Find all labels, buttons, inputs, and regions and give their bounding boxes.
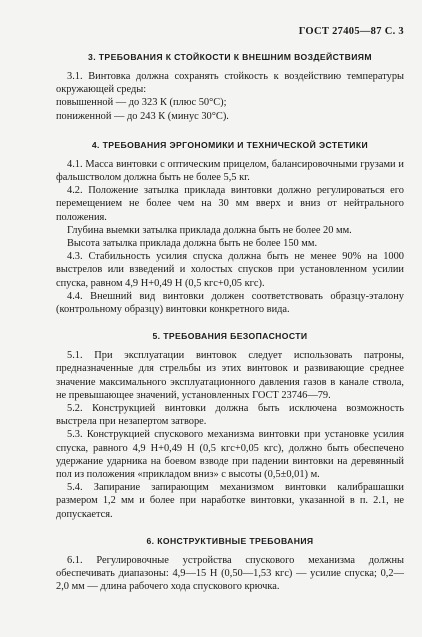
section-heading: 3. ТРЕБОВАНИЯ К СТОЙКОСТИ К ВНЕШНИМ ВОЗДЕЙСТВИЯМ (88, 52, 372, 62)
paragraph: 5.3. Конструкцией спускового механизма винтовки при установке усилия спуска, равного 4,9 Н+0,49 Н (0,5 кгс+0,05 кгс), должно быть обеспечено удержание ударника на боевом взводе при падении винтовки на деревянный пол из положения «прикладом вниз» с высоты (0,5±0,01) м. (56, 429, 404, 481)
section-5 (56, 331, 404, 521)
section-heading: 4. ТРЕБОВАНИЯ ЭРГОНОМИКИ И ТЕХНИЧЕСКОЙ ЭСТЕТИКИ (91, 139, 369, 150)
paragraph: повышенной — до 323 К (плюс 50°С); (56, 97, 227, 109)
paragraph: пониженной — до 243 К (минус 30°С). (56, 110, 229, 122)
section-3 (56, 52, 404, 123)
paragraph: 5.4. Запирание запирающим механизмом винтовки калибрашашки размером 1,2 мм и более при наработке винтовки, указанной в п. 2.1, не допускается. (56, 482, 404, 520)
document-body (56, 50, 404, 594)
paragraph: 3.1. Винтовка должна сохранять стойкость к воздействию температуры окружающей среды: (56, 71, 404, 96)
page-header: ГОСТ 27405—87 С. 3 (298, 26, 404, 37)
paragraph: 5.1. При эксплуатации винтовок следует использовать патроны, предназначенные для стрельбы из этих винтовок и развивающие среднее значение максимального эксплуатационного давления газов в канале ствола, не превышающее значений, установленных ГОСТ 23746—79. (56, 350, 404, 401)
section-6 (56, 536, 404, 594)
paragraph: 5.2. Конструкцией винтовки должна быть исключена возможность выстрела при незапертом затворе. (56, 403, 404, 428)
paragraph: Глубина выемки затылка приклада должна быть не более 20 мм. (67, 224, 352, 236)
paragraph: 4.2. Положение затылка приклада винтовки должно регулироваться его перемещением не более чем на 30 мм вверх и вниз от нейтрального положения. (56, 185, 404, 223)
paragraph: 4.1. Масса винтовки с оптическим прицелом, балансировочными грузами и фальшстволом должна быть не более 5,5 кг. (56, 158, 404, 184)
paragraph: 4.3. Стабильность усилия спуска должна быть не менее 90% на 1000 выстрелов или взведений и холостых спусков при установленном усилии спуска, равном 4,9 Н+0,49 Н (0,5 кгс+0,05 кгс). (56, 251, 404, 289)
section-4 (56, 140, 404, 316)
section-heading: 5. ТРЕБОВАНИЯ БЕЗОПАСНОСТИ (152, 331, 308, 342)
paragraph: Высота затылка приклада должна быть не более 150 мм. (67, 238, 318, 250)
paragraph: 6.1. Регулировочные устройства спускового механизма должны обеспечивать диапазоны: 4,9—15 Н (0,50—1,53 кгс) — усилие спуска; 0,2—2,0 мм — длина рабочего хода спускового крючка. (56, 554, 404, 593)
paragraph: 4.4. Внешний вид винтовки должен соответствовать образцу-эталону (контрольному образцу) винтовки конкретного вида. (56, 290, 404, 316)
section-heading: 6. КОНСТРУКТИВНЫЕ ТРЕБОВАНИЯ (146, 535, 314, 546)
